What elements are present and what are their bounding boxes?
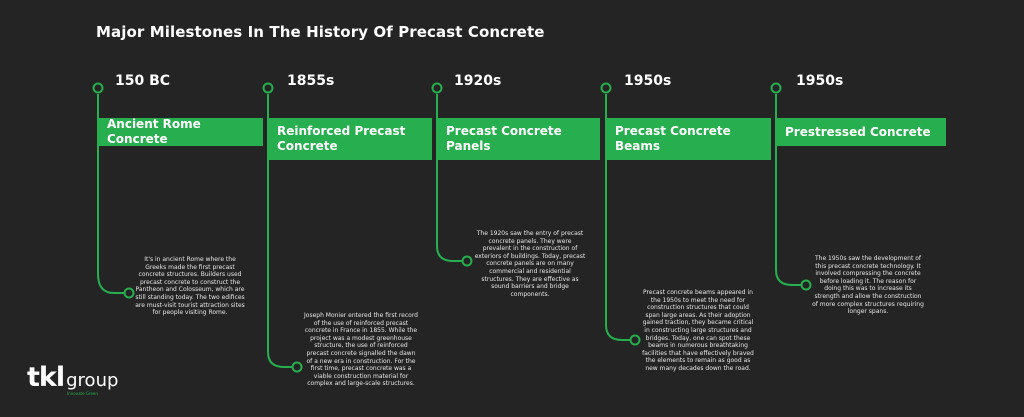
milestone-heading-3: Precast Concrete Panels (438, 118, 600, 160)
milestone-description-3: The 1920s saw the entry of precast concrete panels. They were prevalent in the construction of exteriors of buildings. Today, precast concrete panels are on many commercial and residential structures. They are effective as sound barriers and bridge components. (474, 230, 586, 298)
end-node-1 (125, 289, 134, 298)
page-title: Major Milestones In The History Of Precast Concrete (96, 23, 545, 41)
milestone-heading-4: Precast Concrete Beams (607, 118, 771, 160)
milestone-heading-1: Ancient Rome Concrete (99, 118, 263, 146)
end-node-4 (631, 336, 640, 345)
milestone-year-5: 1950s (796, 73, 844, 89)
logo-brand-sub: group (66, 370, 119, 391)
milestone-year-3: 1920s (454, 73, 502, 89)
top-node-5 (772, 84, 781, 93)
end-node-2 (293, 363, 302, 372)
milestone-heading-2: Reinforced Precast Concrete (269, 118, 432, 160)
milestone-heading-5: Prestressed Concrete (777, 118, 946, 146)
top-node-2 (264, 84, 273, 93)
milestone-year-4: 1950s (624, 73, 672, 89)
milestone-year-2: 1855s (287, 73, 335, 89)
top-node-4 (602, 84, 611, 93)
company-logo (27, 364, 118, 396)
milestone-description-1: It's in ancient Rome where the Greeks made the first precast concrete structures. Builders used precast concrete to construct the Pantheon and Colosseum, which are still standing today. The two edifices are must-visit tourist attraction sites for people visiting Rome. (135, 256, 245, 317)
logo-brand-main: tkl (27, 362, 65, 393)
end-node-3 (463, 257, 472, 266)
milestone-description-4: Precast concrete beams appeared in the 1950s to meet the need for construction structures that could span large areas. As their adoption gained traction, they became critical in constructing large structures and bridges. Today, one can spot these beams in numerous breathtaking facilities that have effectively braved the elements to remain as good as new many decades down the road. (642, 289, 754, 372)
milestone-description-5: The 1950s saw the development of this precast concrete technology. It involved compressing the concrete before loading it. The reason for doing this was to increase its strength and allow the construction of more complex structures requiring longer spans. (812, 255, 924, 316)
top-node-3 (433, 84, 442, 93)
milestone-year-1: 150 BC (115, 73, 171, 89)
end-node-5 (802, 281, 811, 290)
milestone-description-2: Joseph Monier entered the first record of the use of reinforced precast concrete in France in 1855. While the project was a modest greenhouse structure, the use of reinforced precast concrete signalled the dawn of a new era in construction. For the first time, precast concrete was a viable construction material for complex and large-scale structures. (304, 312, 418, 388)
logo-tagline: Innovate Green (67, 391, 98, 396)
top-node-1 (94, 84, 103, 93)
